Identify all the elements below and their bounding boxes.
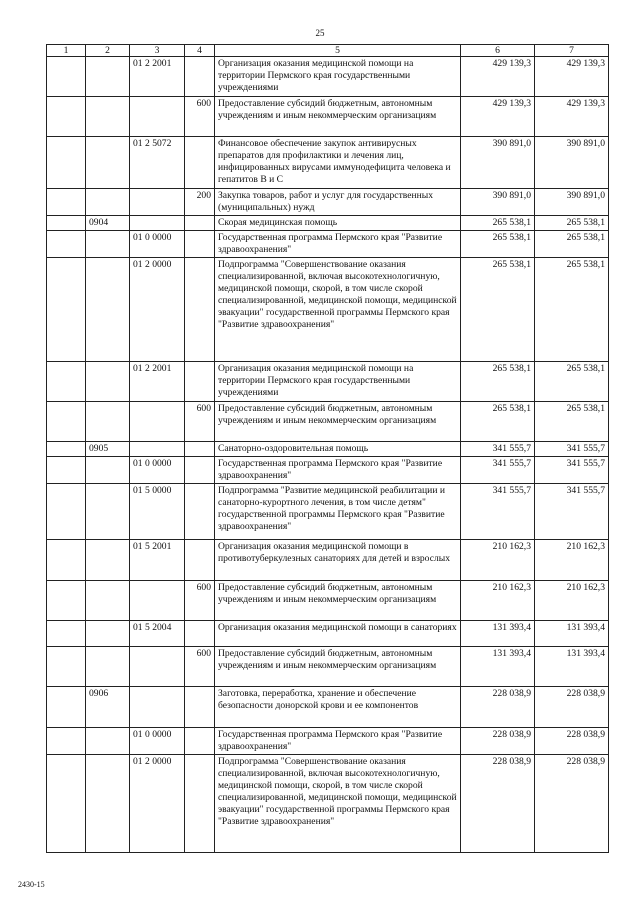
cell-amount-year-1: 390 891,0 [461,137,535,189]
table-row [47,755,609,853]
cell-description: Предоставление субсидий бюджетным, автономным учреждениям и иным некоммерческим организациям [215,581,461,621]
cell-program-code [130,581,185,621]
table-row [47,216,609,231]
cell-section-code [86,137,130,189]
cell-amount-year-1: 265 538,1 [461,258,535,362]
table-header-row [47,45,609,57]
cell-section-code: 0904 [86,216,130,231]
cell-section-code [86,57,130,97]
cell-description: Предоставление субсидий бюджетным, автономным учреждениям и иным некоммерческим организациям [215,97,461,137]
cell-description: Государственная программа Пермского края "Развитие здравоохранения" [215,231,461,258]
cell-section-group [47,647,86,687]
cell-expense-type [185,362,215,402]
cell-expense-type [185,57,215,97]
cell-expense-type [185,442,215,457]
cell-amount-year-2: 429 139,3 [535,57,609,97]
cell-amount-year-2: 228 038,9 [535,728,609,755]
cell-amount-year-2: 390 891,0 [535,137,609,189]
cell-amount-year-2: 228 038,9 [535,687,609,728]
cell-amount-year-2: 210 162,3 [535,581,609,621]
cell-description: Организация оказания медицинской помощи в противотуберкулезных санаториях для детей и взрослых [215,540,461,581]
table-row [47,621,609,647]
cell-amount-year-1: 228 038,9 [461,728,535,755]
table-row [47,540,609,581]
table-row [47,647,609,687]
cell-amount-year-2: 210 162,3 [535,540,609,581]
cell-section-group [47,97,86,137]
cell-program-code [130,97,185,137]
cell-description: Закупка товаров, работ и услуг для государственных (муниципальных) нужд [215,189,461,216]
cell-expense-type: 600 [185,402,215,442]
cell-amount-year-2: 429 139,3 [535,97,609,137]
cell-section-group [47,755,86,853]
cell-expense-type [185,540,215,581]
page-number: 25 [315,28,325,38]
cell-amount-year-2: 341 555,7 [535,457,609,484]
cell-amount-year-2: 390 891,0 [535,189,609,216]
cell-amount-year-1: 429 139,3 [461,97,535,137]
cell-amount-year-1: 429 139,3 [461,57,535,97]
cell-amount-year-2: 265 538,1 [535,402,609,442]
cell-section-group [47,581,86,621]
cell-expense-type [185,258,215,362]
cell-amount-year-2: 341 555,7 [535,484,609,540]
cell-section-code [86,728,130,755]
cell-section-code [86,402,130,442]
cell-expense-type: 600 [185,97,215,137]
cell-amount-year-1: 265 538,1 [461,216,535,231]
cell-description: Предоставление субсидий бюджетным, автономным учреждениям и иным некоммерческим организациям [215,402,461,442]
cell-section-group [47,728,86,755]
cell-description: Санаторно-оздоровительная помощь [215,442,461,457]
cell-amount-year-1: 265 538,1 [461,231,535,258]
column-header-2: 2 [86,45,130,57]
table-row [47,97,609,137]
cell-expense-type [185,755,215,853]
cell-program-code [130,216,185,231]
column-header-6: 6 [461,45,535,57]
cell-program-code: 01 2 0000 [130,755,185,853]
column-header-1: 1 [47,45,86,57]
cell-section-group [47,540,86,581]
cell-amount-year-1: 265 538,1 [461,402,535,442]
table-row [47,57,609,97]
cell-amount-year-1: 131 393,4 [461,647,535,687]
cell-section-group [47,687,86,728]
cell-section-code [86,457,130,484]
cell-program-code: 01 0 0000 [130,728,185,755]
cell-program-code [130,402,185,442]
cell-amount-year-1: 210 162,3 [461,540,535,581]
cell-amount-year-2: 265 538,1 [535,362,609,402]
cell-program-code [130,442,185,457]
column-header-4: 4 [185,45,215,57]
cell-expense-type [185,687,215,728]
cell-expense-type [185,216,215,231]
cell-expense-type [185,137,215,189]
cell-section-group [47,402,86,442]
cell-program-code: 01 2 2001 [130,362,185,402]
cell-expense-type [185,728,215,755]
cell-description: Организация оказания медицинской помощи в санаториях [215,621,461,647]
cell-expense-type: 200 [185,189,215,216]
cell-amount-year-1: 341 555,7 [461,484,535,540]
cell-program-code: 01 2 5072 [130,137,185,189]
cell-section-group [47,621,86,647]
cell-amount-year-1: 390 891,0 [461,189,535,216]
cell-section-group [47,362,86,402]
cell-section-group [47,57,86,97]
cell-amount-year-1: 210 162,3 [461,581,535,621]
cell-description: Подпрограмма "Развитие медицинской реабилитации и санаторно-курортного лечения, в том числе детям" государственной программы Пермского края "Развитие здравоохранения" [215,484,461,540]
cell-amount-year-1: 228 038,9 [461,755,535,853]
cell-expense-type: 600 [185,581,215,621]
cell-expense-type: 600 [185,647,215,687]
cell-section-group [47,137,86,189]
cell-section-code [86,258,130,362]
cell-section-code [86,97,130,137]
table-row [47,484,609,540]
cell-description: Заготовка, переработка, хранение и обеспечение безопасности донорской крови и ее компонентов [215,687,461,728]
cell-description: Подпрограмма "Совершенствование оказания специализированной, включая высокотехнологичную, медицинской помощи, скорой, в том числе скорой специализированной, медицинской помощи, медицинской эвакуации" государственной программы Пермского края "Развитие здравоохранения" [215,258,461,362]
table-row [47,258,609,362]
cell-description: Подпрограмма "Совершенствование оказания специализированной, включая высокотехнологичную, медицинской помощи, скорой, в том числе скорой специализированной, медицинской помощи, медицинской эвакуации" государственной программы Пермского края "Развитие здравоохранения" [215,755,461,853]
table-row [47,442,609,457]
cell-description: Финансовое обеспечение закупок антивирусных препаратов для профилактики и лечения лиц, инфицированных вирусами иммунодефицита человека и гепатитов В и С [215,137,461,189]
cell-description: Организация оказания медицинской помощи на территории Пермского края государственными учреждениями [215,362,461,402]
cell-section-code: 0906 [86,687,130,728]
cell-amount-year-1: 265 538,1 [461,362,535,402]
cell-section-code [86,581,130,621]
cell-program-code: 01 2 0000 [130,258,185,362]
cell-amount-year-2: 131 393,4 [535,621,609,647]
cell-amount-year-2: 265 538,1 [535,258,609,362]
cell-expense-type [185,484,215,540]
cell-description: Предоставление субсидий бюджетным, автономным учреждениям и иным некоммерческим организациям [215,647,461,687]
cell-amount-year-2: 265 538,1 [535,231,609,258]
table-row [47,457,609,484]
budget-table [46,44,609,853]
cell-description: Государственная программа Пермского края "Развитие здравоохранения" [215,728,461,755]
cell-section-code [86,647,130,687]
table-row [47,189,609,216]
cell-section-group [47,442,86,457]
cell-section-code [86,621,130,647]
cell-section-group [47,216,86,231]
cell-section-code [86,484,130,540]
cell-program-code: 01 2 2001 [130,57,185,97]
cell-section-group [47,189,86,216]
cell-amount-year-1: 341 555,7 [461,457,535,484]
cell-section-code [86,540,130,581]
cell-program-code [130,647,185,687]
cell-section-group [47,457,86,484]
cell-program-code [130,189,185,216]
cell-section-group [47,484,86,540]
cell-program-code: 01 5 0000 [130,484,185,540]
cell-expense-type [185,621,215,647]
cell-section-code [86,362,130,402]
table-row [47,687,609,728]
cell-amount-year-1: 131 393,4 [461,621,535,647]
budget-table-container [46,44,608,853]
table-row [47,728,609,755]
table-body [47,57,609,853]
table-row [47,402,609,442]
cell-section-group [47,231,86,258]
cell-description: Скорая медицинская помощь [215,216,461,231]
cell-description: Государственная программа Пермского края "Развитие здравоохранения" [215,457,461,484]
table-row [47,137,609,189]
cell-amount-year-1: 228 038,9 [461,687,535,728]
table-row [47,231,609,258]
cell-amount-year-2: 341 555,7 [535,442,609,457]
cell-section-code [86,231,130,258]
cell-program-code: 01 5 2004 [130,621,185,647]
table-row [47,581,609,621]
column-header-7: 7 [535,45,609,57]
cell-section-code [86,755,130,853]
cell-section-group [47,258,86,362]
cell-program-code: 01 5 2001 [130,540,185,581]
cell-section-code: 0905 [86,442,130,457]
cell-amount-year-2: 228 038,9 [535,755,609,853]
cell-expense-type [185,457,215,484]
column-header-3: 3 [130,45,185,57]
cell-program-code: 01 0 0000 [130,457,185,484]
footer-document-code: 2430-15 [18,880,45,889]
cell-program-code [130,687,185,728]
cell-amount-year-2: 131 393,4 [535,647,609,687]
cell-program-code: 01 0 0000 [130,231,185,258]
cell-section-code [86,189,130,216]
cell-amount-year-1: 341 555,7 [461,442,535,457]
cell-amount-year-2: 265 538,1 [535,216,609,231]
table-row [47,362,609,402]
cell-description: Организация оказания медицинской помощи на территории Пермского края государственными учреждениями [215,57,461,97]
column-header-5: 5 [215,45,461,57]
cell-expense-type [185,231,215,258]
